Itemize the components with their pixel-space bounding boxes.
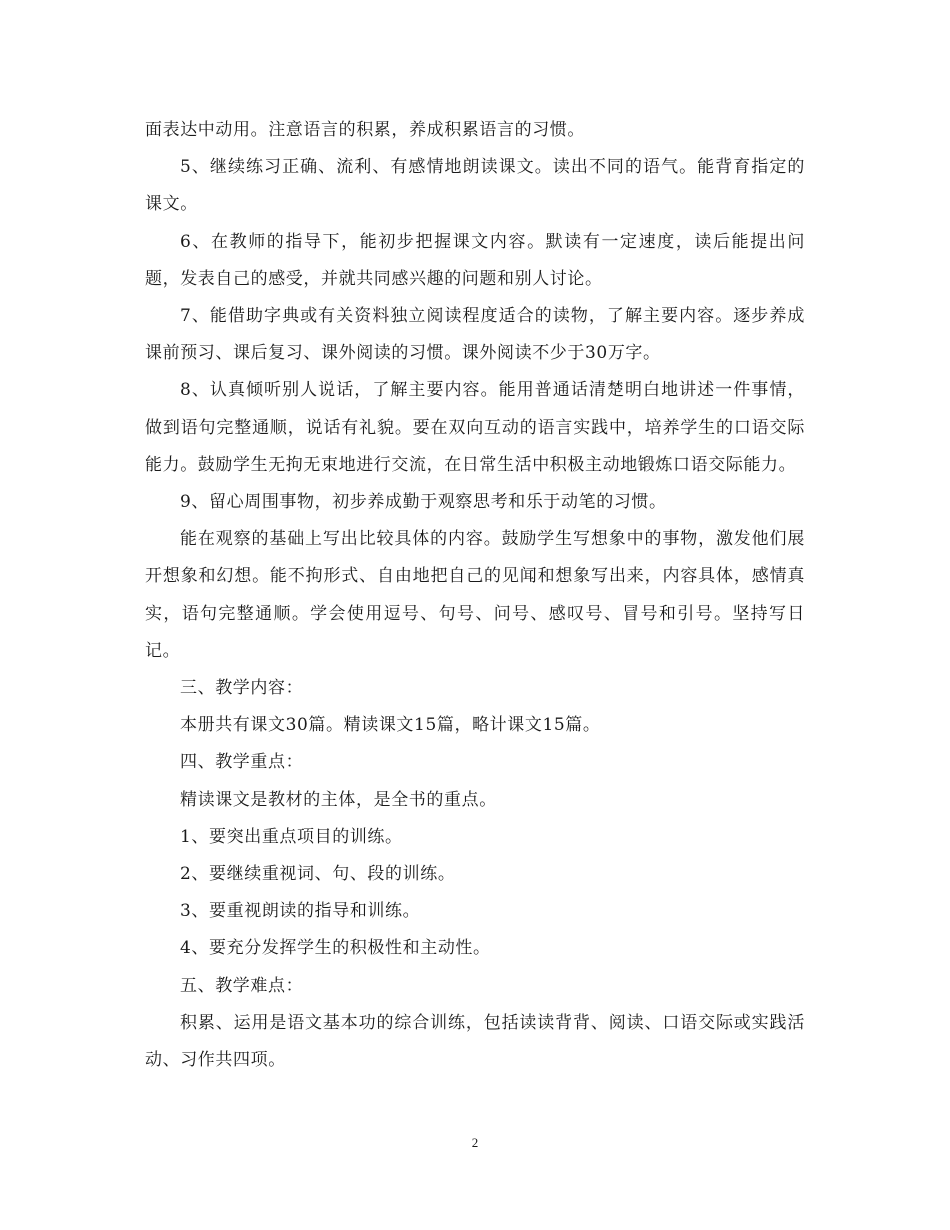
list-item-focus-3: 3、要重视朗读的指导和训练。 [180, 901, 421, 922]
section-heading-teaching-difficulty: 五、教学难点： [180, 975, 304, 996]
paragraph-teaching-content: 本册共有课文30篇。精读课文15篇，略计课文15篇。 [180, 715, 601, 736]
paragraph-continuation: 面表达中动用。注意语言的积累，养成积累语言的习惯。 [145, 120, 585, 140]
section-heading-teaching-focus: 四、教学重点： [180, 752, 304, 773]
page-number: 2 [471, 1135, 479, 1150]
paragraph-item-6: 6、在教师的指导下，能初步把握课文内容。默读有一定速度，读后能提出问题，发表自己的感受，并就共同感兴趣的问题和别人讨论。 [145, 231, 805, 289]
paragraph-item-7: 7、能借助字典或有关资料独立阅读程度适合的读物，了解主要内容。逐步养成课前预习、课后复习、课外阅读的习惯。课外阅读不少于30万字。 [145, 306, 805, 364]
paragraph-writing: 能在观察的基础上写出比较具体的内容。鼓励学生写想象中的事物，激发他们展开想象和幻想。能不拘形式、自由地把自己的见闻和想象写出来，内容具体，感情真实，语句完整通顺。学会使用逗号、句号、问号、感叹号、冒号和引号。坚持写日记。 [145, 529, 805, 661]
list-item-focus-2: 2、要继续重视词、句、段的训练。 [180, 864, 456, 885]
list-item-focus-1: 1、要突出重点项目的训练。 [180, 826, 403, 847]
paragraph-item-5: 5、继续练习正确、流利、有感情地朗读课文。读出不同的语气。能背育指定的课文。 [145, 157, 805, 215]
paragraph-teaching-difficulty: 积累、运用是语文基本功的综合训练，包括读读背背、阅读、口语交际或实践活动、习作共四项。 [145, 1012, 805, 1071]
paragraph-item-9: 9、留心周围事物，初步养成勤于观察思考和乐于动笔的习惯。 [180, 492, 667, 513]
paragraph-teaching-focus: 精读课文是教材的主体，是全书的重点。 [180, 789, 497, 810]
list-item-focus-4: 4、要充分发挥学生的积极性和主动性。 [180, 938, 491, 959]
paragraph-item-8: 8、认真倾听别人说话，了解主要内容。能用普通话清楚明白地讲述一件事情，做到语句完整通顺，说话有礼貌。要在双向互动的语言实践中，培养学生的口语交际能力。鼓励学生无拘无束地进行交流，在日常生活中积极主动地锻炼口语交际能力。 [145, 380, 805, 475]
document-body [145, 112, 805, 1079]
section-heading-teaching-content: 三、教学内容： [180, 678, 304, 699]
